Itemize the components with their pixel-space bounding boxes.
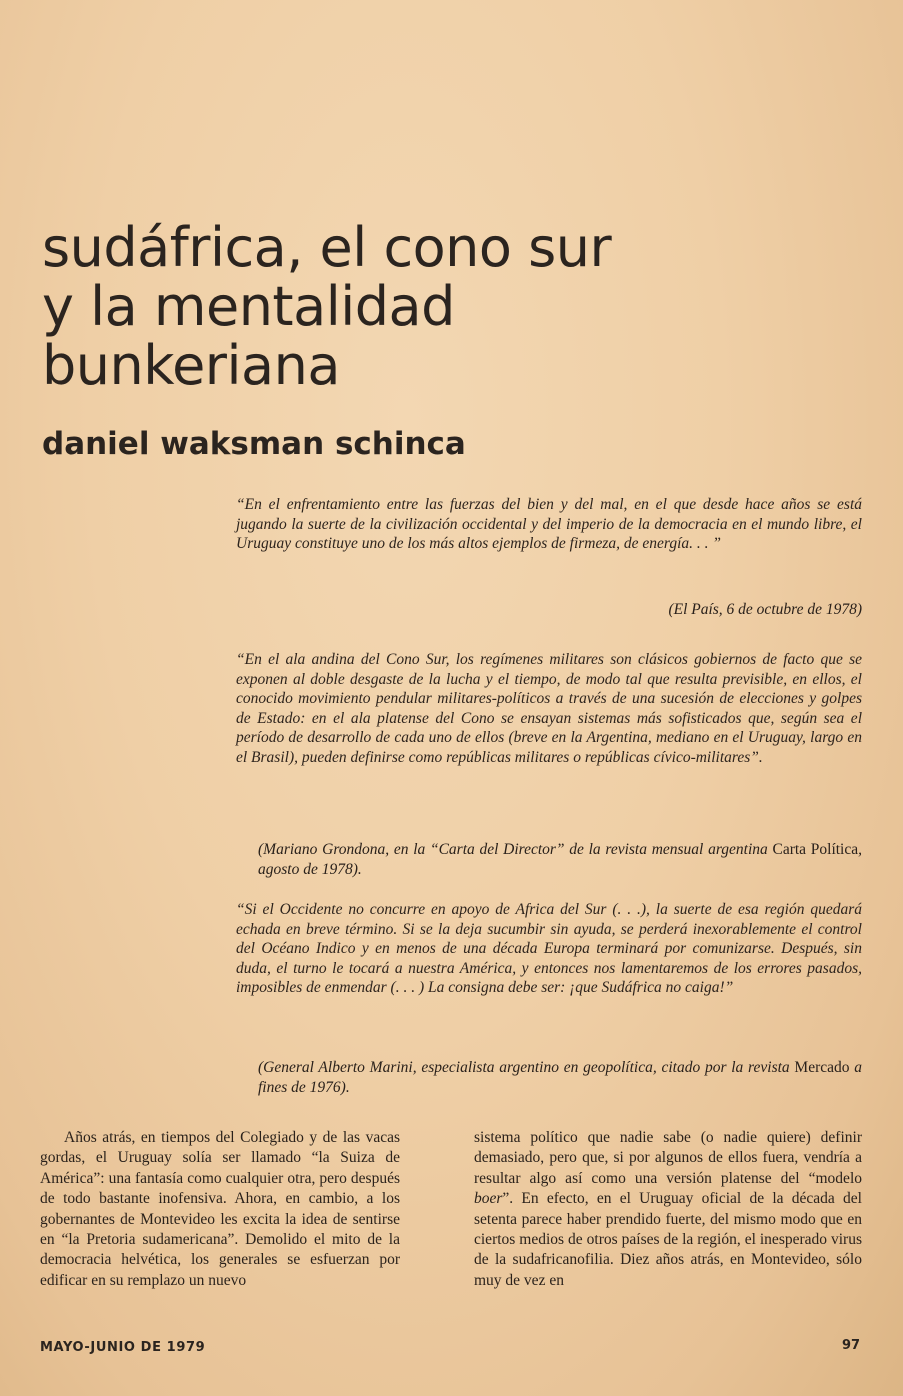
- epigraph-source-1: (El País, 6 de octubre de 1978): [668, 601, 862, 618]
- article-author: daniel waksman schinca: [42, 426, 466, 462]
- epigraph-quote-3: “Si el Occidente no concurre en apoyo de Africa del Sur (. . .), la suerte de esa región quedará echada en breve término. Si se la deja sucumbir sin ayuda, se perderá inexorablemente el control del Océano Indico y en menos de una década Europa terminará por comunizarse. Después, sin duda, el turno le tocará a nuestra América, y entonces nos lamentaremos de los errores pasados, imposibles de enmendar (. . . ) La consigna debe ser: ¡que Sudáfrica no caiga!”: [236, 901, 862, 997]
- body-column-2-pre: sistema político que nadie sabe (o nadie quiere) definir demasiado, pero que, si por algunos de ellos fuera, vendría a resultar algo así como una versión platense del “modelo: [474, 1129, 862, 1187]
- epigraph-source-3-pre: (General Alberto Marini, especialista argentino en geopolítica, citado por la revista: [258, 1059, 795, 1076]
- body-column-1: Años atrás, en tiempos del Colegiado y de las vacas gordas, el Uruguay solía ser llamado “la Suiza de América”: una fantasía como cualquier otra, pero después de todo bastante inofensiva. Ahora, en cambio, a los gobernantes de Montevideo les excita la idea de sentirse en “la Pretoria sudamericana”. Demolido el mito de la democracia helvética, los generales se esfuerzan por edificar en su remplazo un nuevo: [40, 1129, 400, 1289]
- epigraph-source-2-magazine: Carta Política: [772, 841, 859, 858]
- title-line-3: bunkeriana: [42, 334, 340, 397]
- epigraph-quote-2: “En el ala andina del Cono Sur, los regímenes militares son clásicos gobiernos de facto que se exponen al doble desgaste de la lucha y el tiempo, de modo tal que resulta previsible, en ellos, el conocido movimiento pendular militares-políticos a través de una sucesión de elecciones y golpes de Estado: en el ala platense del Cono se ensayan sistemas más sofisticados que, según sea el período de desarrollo de cada uno de ellos (breve en la Argentina, mediano en el Uruguay, largo en el Brasil), pueden definirse como repúblicas militares o repúblicas cívico-militares”.: [236, 651, 862, 766]
- title-line-1: sudáfrica, el cono sur: [42, 216, 612, 279]
- article-title: [42, 218, 822, 395]
- epigraph-quote-1: “En el enfrentamiento entre las fuerzas del bien y del mal, en el que desde hace años se está jugando la suerte de la civilización occidental y del imperio de la democracia en el mundo libre, el Uruguay constituye uno de los más altos ejemplos de firmeza, de energía. . . ”: [236, 496, 862, 553]
- footer-issue: MAYO-JUNIO DE 1979: [40, 1340, 206, 1355]
- epigraph-source-3-post: a fines de 1976).: [258, 1059, 862, 1096]
- body-column-2: [474, 1128, 862, 1291]
- title-line-2: y la mentalidad: [42, 275, 455, 338]
- epigraph-source-3-magazine: Mercado: [794, 1059, 850, 1076]
- epigraph-source-2: [258, 840, 862, 879]
- body-column-2-italic: boer: [474, 1190, 503, 1208]
- epigraph-source-2-pre: (Mariano Grondona, en la “Carta del Director” de la revista mensual argentina: [258, 841, 773, 858]
- epigraph-source-2-post: , agosto de 1978).: [258, 841, 862, 878]
- body-column-2-post: ”. En efecto, en el Uruguay oficial de la década del setenta parece haber prendido fuerte, del mismo modo que en ciertos medios de otros países de la región, el inesperado virus de la sudafricanofilia. Diez años atrás, en Montevideo, sólo muy de vez en: [474, 1190, 862, 1289]
- page-number: 97: [842, 1338, 861, 1353]
- epigraph-source-3: [258, 1058, 862, 1097]
